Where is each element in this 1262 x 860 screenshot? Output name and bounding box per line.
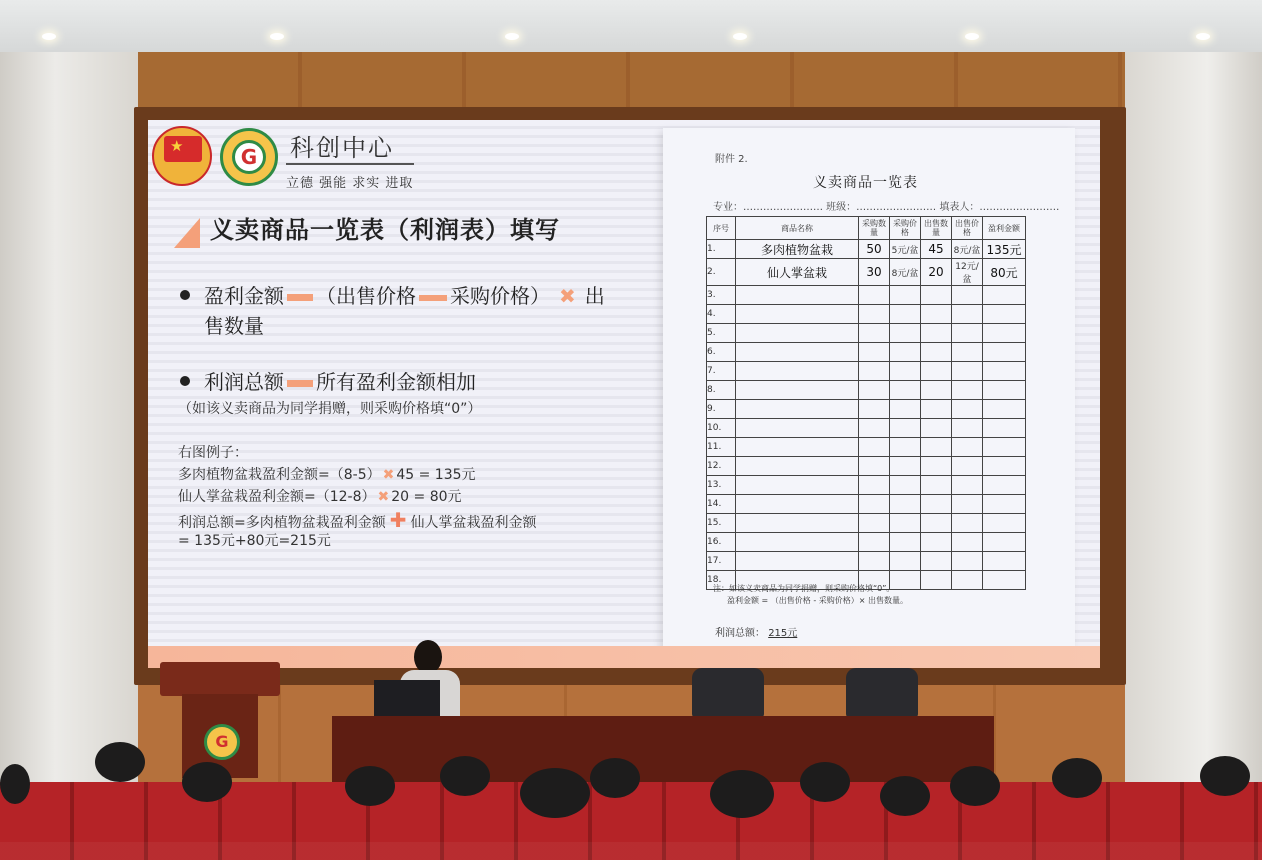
donation-note: （如该义卖商品为同学捐赠，则采购价格填“0”） [178,401,482,417]
table-cell [736,514,859,533]
table-cell [921,476,952,495]
table-cell [983,457,1026,476]
table-cell [983,343,1026,362]
table-note [713,583,908,607]
example-text: 仙人掌盆栽盈利金额=（12-8） [178,489,376,505]
example-text: 利润总额=多肉植物盆栽盈利金额 [178,515,386,531]
table-cell [890,305,921,324]
formula-term: 盈利金额 [204,284,284,308]
table-cell: 多肉植物盆栽 [736,240,859,259]
table-cell: 18. [707,571,736,590]
table-cell [921,552,952,571]
table-cell: 5. [707,324,736,343]
brand-motto: 立德 强能 求实 进取 [286,176,414,191]
table-cell: 12元/盆 [952,259,983,286]
table-cell [921,438,952,457]
table-row [707,476,1026,495]
audience-head [800,762,850,802]
total-profit [715,624,797,639]
table-cell: 5元/盆 [890,240,921,259]
table-cell: 2. [707,259,736,286]
table-cell: 12. [707,457,736,476]
presentation-slide [148,120,1100,668]
youth-league-logo [152,126,212,186]
table-cell [921,533,952,552]
table-header-row [707,217,1026,240]
table-cell: 仙人掌盆栽 [736,259,859,286]
formula-line-1 [204,280,605,309]
table-row [707,324,1026,343]
table-row [707,495,1026,514]
table-cell [952,438,983,457]
table-cell [921,419,952,438]
slide-heading: 义卖商品一览表（利润表）填写 [210,216,560,244]
table-cell [921,457,952,476]
table-cell [983,362,1026,381]
table-cell [859,286,890,305]
example-line-1 [178,464,476,484]
ceiling [0,0,1262,52]
ceiling-light [965,33,979,40]
column-header: 出售价格 [952,217,983,240]
table-cell [736,286,859,305]
document-title: 义卖商品一览表 [813,175,918,191]
table-cell [983,571,1026,590]
table-row [707,438,1026,457]
multiply-icon: ✖ [382,467,395,483]
table-cell [952,419,983,438]
slide-footer-band [148,646,1100,668]
table-cell [859,324,890,343]
table-cell [983,419,1026,438]
table-row [707,259,1026,286]
table-cell [952,476,983,495]
table-cell [736,419,859,438]
sales-table-document [663,128,1075,656]
note-line: 注：如该义卖商品为同学捐赠，则采购价格填“0”。 [713,584,895,593]
table-cell [921,305,952,324]
table-cell [890,400,921,419]
formula-term: （出售价格 [316,284,416,308]
speaker-head [414,640,442,674]
table-row [707,286,1026,305]
table-cell [952,533,983,552]
table-row [707,457,1026,476]
column-header: 出售数量 [921,217,952,240]
table-cell [859,438,890,457]
formula-line-1-cont: 售数量 [204,314,264,338]
table-cell [859,305,890,324]
table-cell [921,343,952,362]
table-cell: 15. [707,514,736,533]
table-cell [983,552,1026,571]
podium [160,662,280,777]
table-row [707,362,1026,381]
column-header: 商品名称 [736,217,859,240]
table-cell [736,400,859,419]
table-cell: 9. [707,400,736,419]
formula-term: 采购价格） [450,284,550,308]
table-cell [859,381,890,400]
table-cell [952,305,983,324]
table-row [707,514,1026,533]
plus-icon: ✚ [389,508,407,532]
table-cell: 16. [707,533,736,552]
table-cell [736,343,859,362]
star-icon: ★ [170,137,184,155]
table-cell [921,571,952,590]
table-cell [736,438,859,457]
formula-term: 出 [584,284,605,308]
table-cell [890,495,921,514]
bullet-icon [180,376,190,386]
example-title: 右图例子： [178,445,248,461]
ceiling-light [1196,33,1210,40]
table-cell [859,400,890,419]
table-cell [736,552,859,571]
table-cell [983,476,1026,495]
table-row [707,419,1026,438]
table-cell [921,381,952,400]
table-cell [859,533,890,552]
table-cell [736,362,859,381]
table-cell [921,286,952,305]
table-cell [890,457,921,476]
laptop [374,680,440,718]
table-cell [859,419,890,438]
table-cell [983,400,1026,419]
audience-head [182,762,232,802]
document-meta: 专业：…………………… 班级：…………………… 填表人：…………………… [713,202,1060,213]
wood-panel [138,52,1125,110]
table-cell [859,495,890,514]
ceiling-light [42,33,56,40]
podium-top [160,662,280,696]
divider [286,163,414,165]
formula-line-2 [204,366,476,395]
chair [846,668,918,718]
column-header: 序号 [707,217,736,240]
table-cell [983,324,1026,343]
ceiling-light [505,33,519,40]
ceiling-light [733,33,747,40]
table-cell: 45 [921,240,952,259]
multiply-icon: ✖ [552,284,583,308]
audience-head [950,766,1000,806]
table-cell [890,419,921,438]
table-cell [890,286,921,305]
equals-icon [287,294,313,301]
audience-head [1052,758,1102,798]
example-line-2 [178,486,462,506]
table-cell: 30 [859,259,890,286]
table-cell [952,362,983,381]
table-cell: 3. [707,286,736,305]
table-cell [952,286,983,305]
example-text: 20 = 80元 [391,489,462,505]
brand-name: 科创中心 [290,134,394,162]
table-cell: 13. [707,476,736,495]
table-cell: 7. [707,362,736,381]
table-cell [983,495,1026,514]
audience-head [520,768,590,818]
audience-head [345,766,395,806]
table-cell: 6. [707,343,736,362]
table-body [707,240,1026,590]
ceiling-light [270,33,284,40]
table-cell [859,552,890,571]
table-cell: 8元/盆 [890,259,921,286]
table-cell [890,533,921,552]
table-cell [983,305,1026,324]
table-cell: 80元 [983,259,1026,286]
left-wall [0,52,138,782]
total-value: 215元 [768,628,798,639]
table-row [707,533,1026,552]
equals-icon [287,380,313,387]
table-cell [952,514,983,533]
table-cell [983,438,1026,457]
school-logo [220,128,278,186]
table-cell [859,514,890,533]
table-cell: 11. [707,438,736,457]
table-cell [890,343,921,362]
table-cell [952,400,983,419]
table-cell [890,476,921,495]
table-cell: 14. [707,495,736,514]
table-cell [921,514,952,533]
table-cell: 4. [707,305,736,324]
bullet-icon [180,290,190,300]
table-cell [736,305,859,324]
table-cell [890,362,921,381]
table-cell [952,324,983,343]
table-cell [890,381,921,400]
example-text: 45 = 135元 [396,467,476,483]
table-cell: 8元/盆 [952,240,983,259]
note-line: 盈利金额 = （出售价格 - 采购价格）× 出售数量。 [727,596,909,605]
multiply-icon: ✖ [377,489,390,505]
table-cell: 50 [859,240,890,259]
example-text: 多肉植物盆栽盈利金额=（8-5） [178,467,381,483]
audience-head [95,742,145,782]
formula-term: 利润总额 [204,370,284,394]
table-cell [736,457,859,476]
table-cell [952,381,983,400]
table-row [707,343,1026,362]
table-cell [983,514,1026,533]
podium-emblem-icon: G [204,724,240,760]
table-cell [859,343,890,362]
table-cell: 20 [921,259,952,286]
table-cell [736,381,859,400]
minus-icon [419,295,447,301]
table-cell [983,381,1026,400]
table-cell: 135元 [983,240,1026,259]
seat-row [0,800,1262,860]
table-cell [921,324,952,343]
table-row [707,240,1026,259]
table-row [707,552,1026,571]
table-cell: 17. [707,552,736,571]
column-header: 采购价格 [890,217,921,240]
audience-head [590,758,640,798]
total-label: 利润总额： [715,628,765,639]
table-cell [952,457,983,476]
table-cell [890,514,921,533]
table-cell [736,324,859,343]
table-cell [890,552,921,571]
table-cell [859,457,890,476]
audience-head [440,756,490,796]
audience-head [880,776,930,816]
formula-term: 所有盈利金额相加 [316,370,476,394]
table-row [707,400,1026,419]
right-wall [1125,52,1262,782]
table-cell [952,552,983,571]
table-cell [983,533,1026,552]
table-cell: 8. [707,381,736,400]
g-emblem-icon: G [232,140,266,174]
table-cell [983,286,1026,305]
table-cell [890,438,921,457]
column-header: 盈利金额 [983,217,1026,240]
table-cell [921,495,952,514]
table-cell [736,495,859,514]
stage-desk [332,716,994,782]
column-header: 采购数量 [859,217,890,240]
table-cell [890,324,921,343]
table-cell [921,362,952,381]
audience-head [710,770,774,818]
example-line-4: = 135元+80元=215元 [178,533,331,549]
chair [692,668,764,718]
table-row [707,305,1026,324]
table-cell [921,400,952,419]
table-row [707,381,1026,400]
attachment-label: 附件 2. [715,154,748,165]
table-cell [859,476,890,495]
table-cell [952,495,983,514]
table-cell: 1. [707,240,736,259]
audience-head [1200,756,1250,796]
table-cell [736,476,859,495]
heading-triangle-icon [174,218,200,248]
table-cell [736,533,859,552]
example-text: 仙人掌盆栽盈利金额 [410,515,537,531]
table-cell [859,362,890,381]
example-line-3 [178,508,537,532]
table-cell [952,343,983,362]
table-cell [952,571,983,590]
audience-head [0,764,30,804]
sales-table [706,216,1026,590]
table-cell: 10. [707,419,736,438]
